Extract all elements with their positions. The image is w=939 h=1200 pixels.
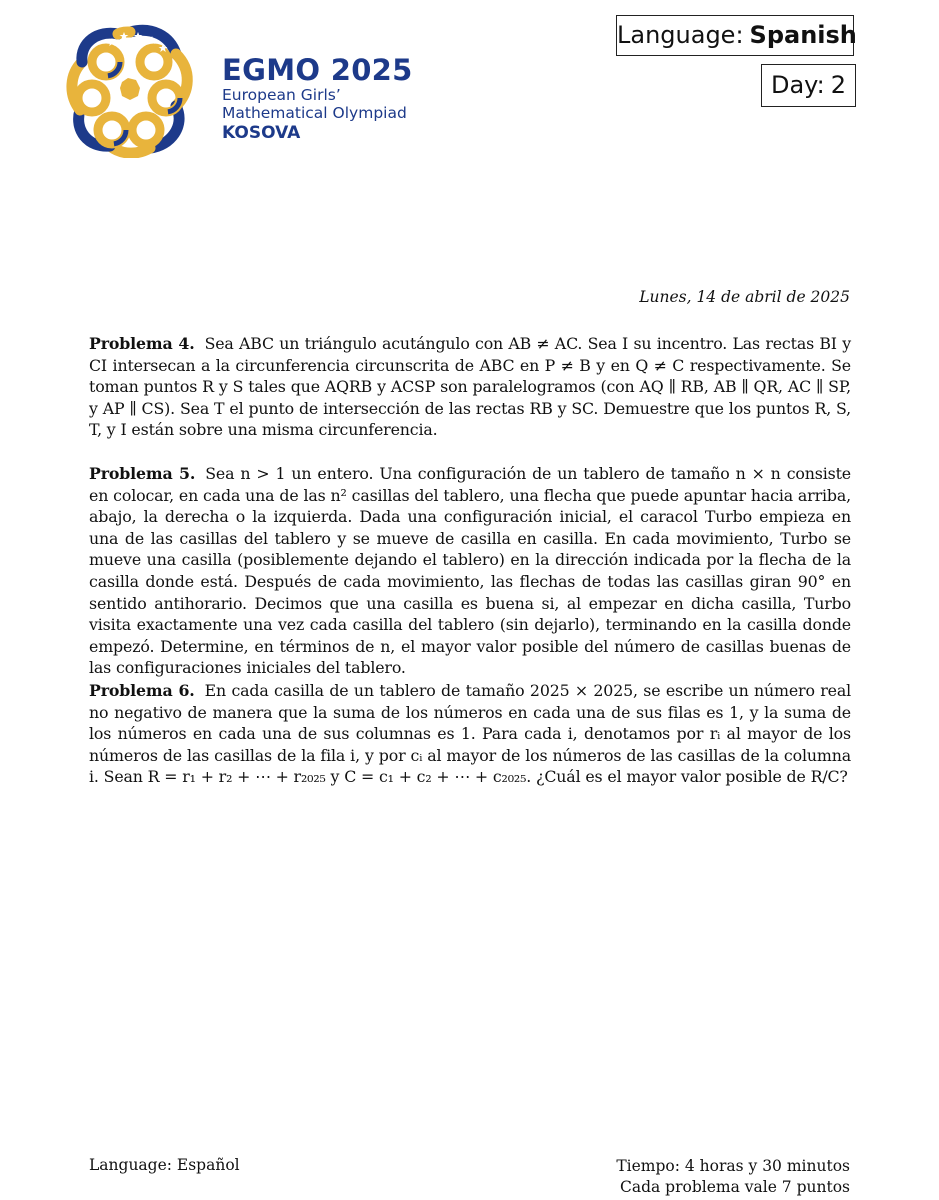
problem-title: Problema 4. (89, 334, 195, 353)
problem-body: Sea n > 1 un entero. Una configuración de un tablero de tamaño n × n consiste en colocar, en cada una de las n² casillas del tablero, una flecha que puede apuntar hacia arriba, abajo, la derecha o la izquierda. Dada una configuración inicial, el caracol Turbo empieza en una de las casillas del tablero y se mueve de casilla en casilla. En cada movimiento, Turbo se mueve una casilla (posiblemente dejando el tablero) en la dirección indicada por la flecha de la casilla donde está. Después de cada movimiento, las flechas de todas las casillas giran 90° en sentido antihorario. Decimos que una casilla es buena si, al empezar en dicha casilla, Turbo visita exactamente una vez cada casilla del tablero (sin dejarlo), terminando en la casilla donde empezó. Determine, en términos de n, el mayor valor posible del número de casillas buenas de las configuraciones iniciales del tablero. (89, 464, 851, 678)
footer-points: Cada problema vale 7 puntos (619, 1178, 850, 1196)
problem-body: Sea ABC un triángulo acutángulo con AB ≠ AC. Sea I su incentro. Las rectas BI y CI intersecan a la circunferencia circunscrita de ABC en P ≠ B y en Q ≠ C respectivamente. Se toman puntos R y S tales que AQRB y ACSP son paralelogramos (con AQ ∥ RB, AB ∥ QR, AC ∥ SP, y AP ∥ CS). Sea T el punto de intersección de las rectas RB y SC. Demuestre que los puntos R, S, T, y I están sobre una misma circunferencia. (89, 334, 851, 440)
brand-country: KOSOVA (222, 123, 301, 143)
day-box (761, 64, 856, 107)
problem-4 (89, 333, 851, 441)
footer-info (616, 1156, 850, 1198)
problem-title: Problema 5. (89, 464, 196, 483)
day-value: 2 (830, 71, 846, 99)
language-value: Spanish (749, 21, 857, 49)
brand-subtitle-line1: European Girls’ (222, 86, 341, 104)
language-label: Language: (617, 21, 744, 49)
footer-time: Tiempo: 4 horas y 30 minutos (616, 1157, 850, 1175)
brand-block (222, 54, 413, 144)
problem-title: Problema 6. (89, 681, 195, 700)
brand-title: EGMO 2025 (222, 53, 413, 87)
problem-5 (89, 463, 851, 679)
exam-date: Lunes, 14 de abril de 2025 (639, 288, 850, 306)
egmo-logo (66, 22, 194, 158)
language-box (616, 15, 857, 56)
problem-body: En cada casilla de un tablero de tamaño 2025 × 2025, se escribe un número real no negativo de manera que la suma de los números en cada una de sus filas es 1, y la suma de los números en cada una de sus columnas es 1. Para cada i, denotamos por rᵢ al mayor de los números de las casillas de la fila i, y por cᵢ al mayor de los números de las casillas de la columna i. Sean R = r₁ + r₂ + ⋯ + r₂₀₂₅ y C = c₁ + c₂ + ⋯ + c₂₀₂₅. ¿Cuál es el mayor valor posible de R/C? (89, 681, 851, 787)
brand-subtitle-line2: Mathematical Olympiad (222, 104, 407, 122)
footer-language: Language: Español (89, 1156, 240, 1174)
day-label: Day: (770, 71, 825, 99)
problem-6 (89, 680, 851, 788)
